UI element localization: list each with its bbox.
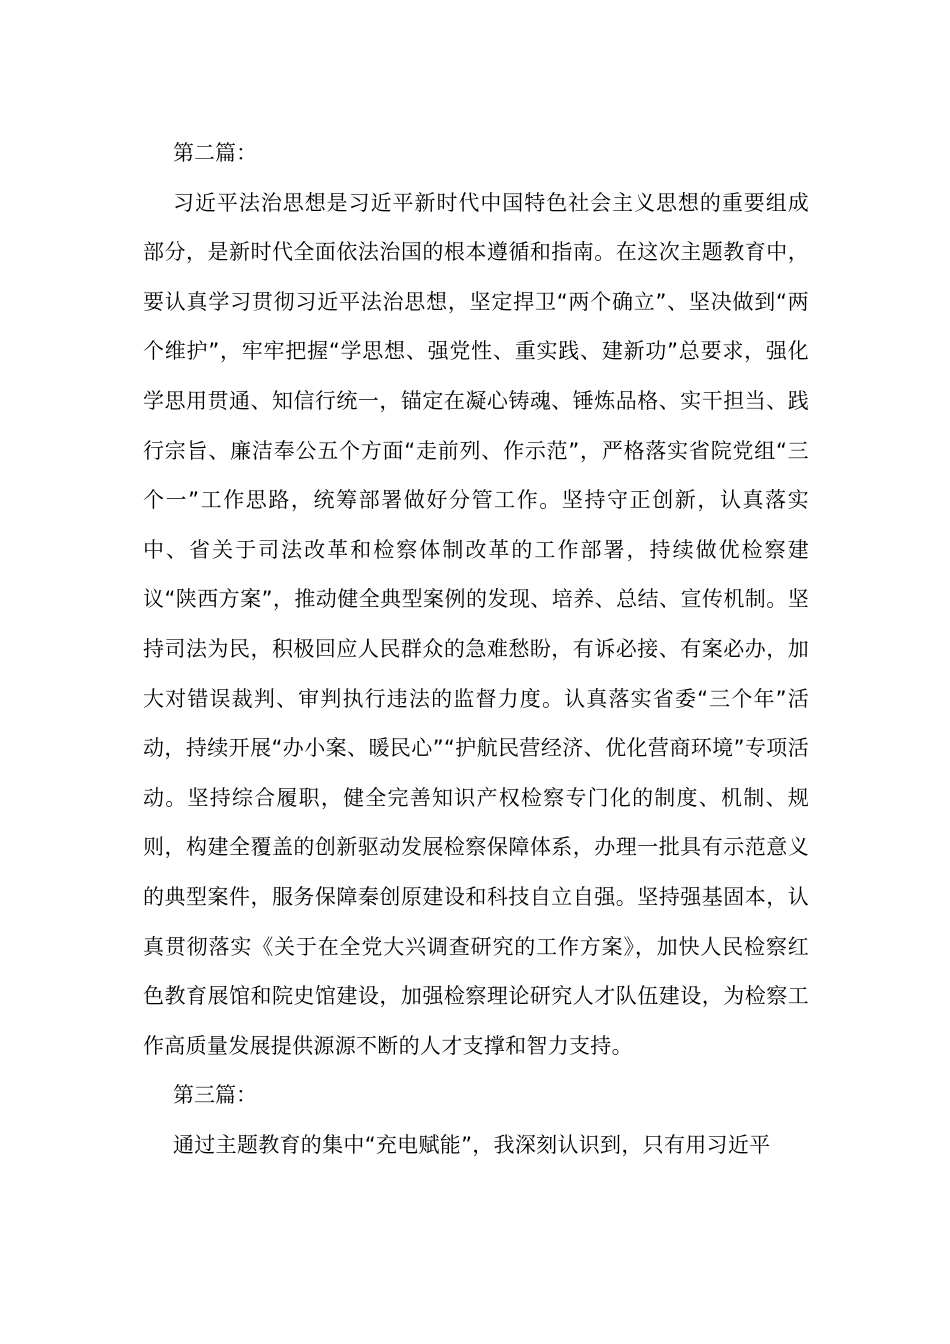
section-heading-3: 第三篇：: [173, 1083, 257, 1108]
section-heading-2: 第二篇：: [173, 141, 257, 165]
section-paragraph-2: 习近平法治思想是习近平新时代中国特色社会主义思想的重要组成部分，是新时代全面依法治国的根本遵循和指南。在这次主题教育中，要认真学习贯彻习近平法治思想，坚定捍卫“两个确立”、坚决做到“两个维护”，牢牢把握“学思想、强党性、重实践、建新功”总要求，强化学思用贯通、知信行统一，锚定在凝心铸魂、锤炼品格、实干担当、践行宗旨、廉洁奉公五个方面“走前列、作示范”，严格落实省院党组“三个一”工作思路，统筹部署做好分管工作。坚持守正创新，认真落实中、省关于司法改革和检察体制改革的工作部署，持续做优检察建议“陕西方案”，推动健全典型案例的发现、培养、总结、宣传机制。坚持司法为民，积极回应人民群众的急难愁盼，有诉必接、有案必办，加大对错误裁判、审判执行违法的监督力度。认真落实省委“三个年”活动，持续开展“办小案、暖民心”“护航民营经济、优化营商环境”专项活动。坚持综合履职，健全完善知识产权检察专门化的制度、机制、规则，构建全覆盖的创新驱动发展检察保障体系，办理一批具有示范意义的典型案件，服务保障秦创原建设和科技自立自强。坚持强基固本，认真贯彻落实《关于在全党大兴调查研究的工作方案》，加快人民检察红色教育展馆和院史馆建设，加强检察理论研究人才队伍建设，为检察工作高质量发展提供源源不断的人才支撑和智力支持。: [143, 190, 809, 1058]
document-body: [143, 129, 809, 1170]
section-paragraph-3: 通过主题教育的集中“充电赋能”，我深刻认识到，只有用习近平: [173, 1132, 771, 1157]
